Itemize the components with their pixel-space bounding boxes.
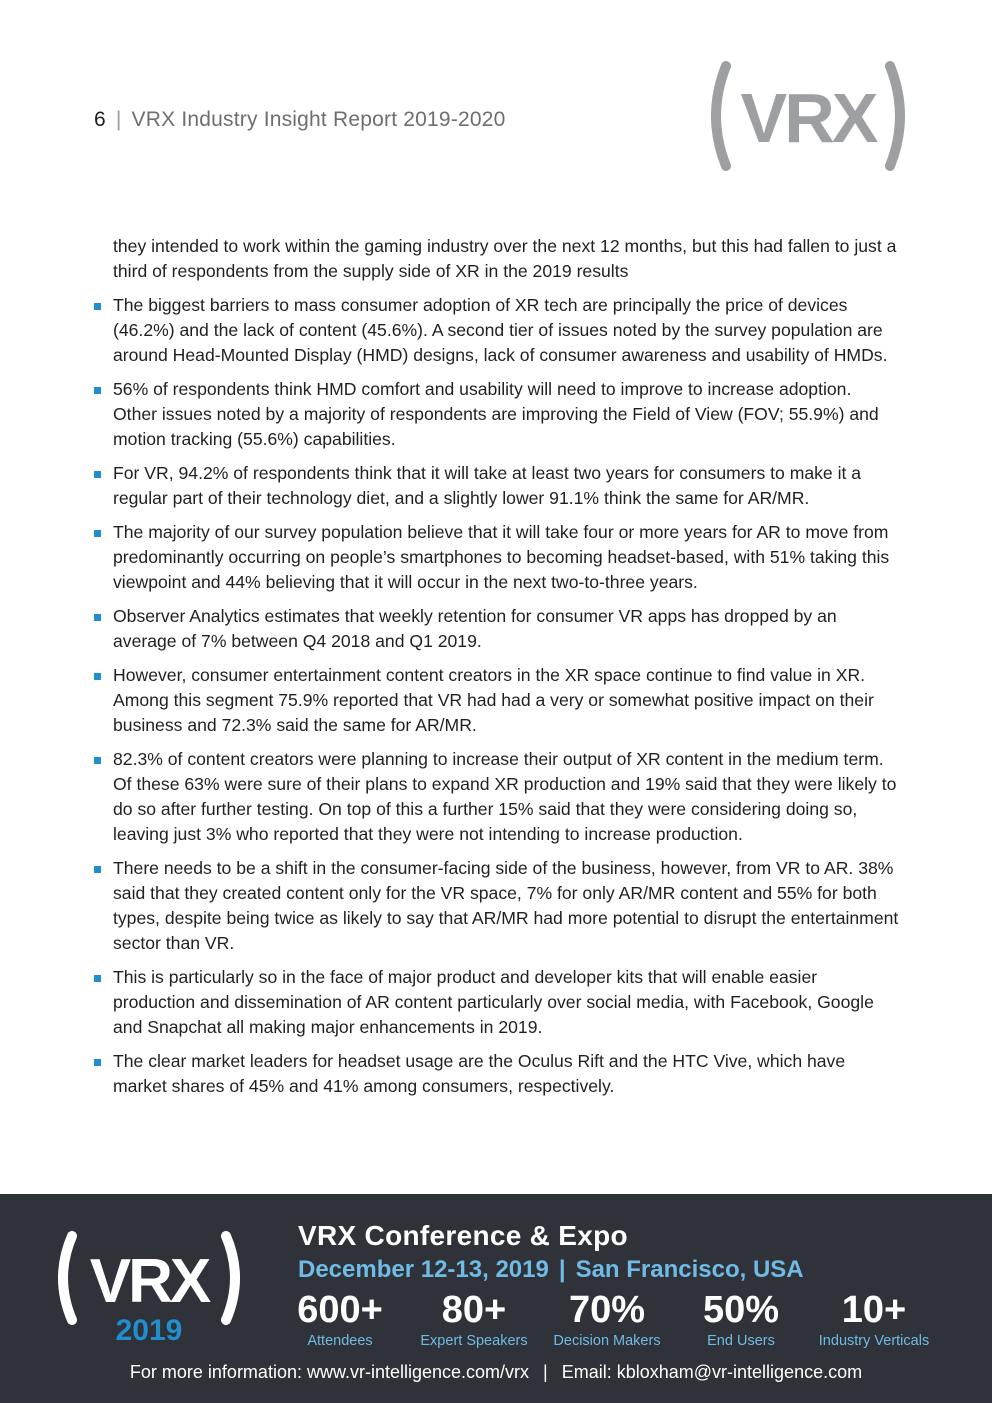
logo-text: VRX bbox=[740, 79, 876, 157]
website-link[interactable]: For more information: www.vr-intelligence.com/vrx bbox=[129, 1362, 530, 1382]
bullet-text: This is particularly so in the face of major product and developer kits that will enable easier production and dissemination of AR content particularly over social media, with Facebook, Google and Snapchat all making major enhancements in 2019. bbox=[113, 967, 874, 1037]
stat-value: 80+ bbox=[441, 1289, 507, 1331]
bullet-text: For VR, 94.2% of respondents think that it will take at least two years for consumers to make it a regular part of their technology diet, and a slightly lower 91.1% think the same for AR/MR. bbox=[113, 463, 862, 508]
bullet-list bbox=[94, 293, 900, 1099]
conference-location: San Francisco, USA bbox=[575, 1256, 804, 1283]
page-header bbox=[94, 108, 506, 132]
vrx-logo-header bbox=[702, 60, 914, 172]
bullet-square-icon bbox=[94, 975, 101, 982]
stat-label: Decision Makers bbox=[553, 1333, 661, 1349]
list-item bbox=[94, 604, 900, 654]
contact-info bbox=[0, 1362, 992, 1383]
bullet-text: Observer Analytics estimates that weekly retention for consumer VR apps has dropped by an average of 7% between Q4 2018 and Q1 2019. bbox=[113, 606, 837, 651]
stat-label: Industry Verticals bbox=[818, 1333, 930, 1349]
stat-label: Attendees bbox=[307, 1333, 373, 1349]
bullet-square-icon bbox=[94, 387, 101, 394]
logo-text: VRX bbox=[89, 1247, 209, 1316]
logo-right-bracket bbox=[226, 1236, 235, 1320]
stat-industry-verticals bbox=[808, 1288, 940, 1350]
stat-label: Expert Speakers bbox=[420, 1333, 528, 1349]
header-separator: | bbox=[115, 108, 122, 131]
conference-date-location bbox=[298, 1256, 804, 1284]
bullet-square-icon bbox=[94, 303, 101, 310]
list-item bbox=[94, 377, 900, 452]
report-title: VRX Industry Insight Report 2019-2020 bbox=[131, 108, 506, 131]
list-item bbox=[94, 1049, 900, 1099]
info-separator: | bbox=[543, 1362, 548, 1382]
list-item bbox=[94, 293, 900, 368]
bullet-square-icon bbox=[94, 614, 101, 621]
conference-banner bbox=[0, 1194, 992, 1403]
bullet-text: However, consumer entertainment content creators in the XR space continue to find value in XR. Among this segment 75.9% reported that VR had had a very or somewhat positive impact on their business and 72.3% said the same for AR/MR. bbox=[113, 665, 874, 735]
bullet-text: The biggest barriers to mass consumer adoption of XR tech are principally the price of devices (46.2%) and the lack of content (45.6%). A second tier of issues noted by the survey population are around Head-Mounted Display (HMD) designs, lack of consumer awareness and usability of HMDs. bbox=[113, 295, 888, 365]
lead-paragraph: they intended to work within the gaming industry over the next 12 months, but this had fallen to just a third of respondents from the supply side of XR in the 2019 results bbox=[113, 236, 897, 281]
bullet-square-icon bbox=[94, 866, 101, 873]
bullet-square-icon bbox=[94, 673, 101, 680]
bullet-text: 56% of respondents think HMD comfort and usability will need to improve to increase adoption. Other issues noted by a majority of respondents are improving the Field of View (FOV; 55.9%) and motion tracking (55.6%) capabilities. bbox=[113, 379, 879, 449]
list-item bbox=[94, 461, 900, 511]
list-item bbox=[94, 747, 900, 847]
bullet-text: 82.3% of content creators were planning to increase their output of XR content in the medium term. Of these 63% were sure of their plans to expand XR production and 19% said that they were likely to do so after further testing. On top of this a further 15% said that they were considering doing so, leaving just 3% who reported that they were not intending to increase production. bbox=[113, 749, 897, 844]
list-item bbox=[94, 520, 900, 595]
bullet-square-icon bbox=[94, 1059, 101, 1066]
date-separator: | bbox=[558, 1256, 566, 1283]
logo-left-bracket bbox=[716, 66, 726, 166]
conference-date: December 12-13, 2019 bbox=[298, 1256, 549, 1283]
bullet-text: The majority of our survey population believe that it will take four or more years for AR to move from predominantly occurring on people’s smartphones to becoming headset-based, with 51% taking this viewpoint and 44% believing that it will occur in the next two-to-three years. bbox=[113, 522, 890, 592]
list-item bbox=[94, 856, 900, 956]
logo-year: 2019 bbox=[115, 1314, 183, 1347]
stat-attendees bbox=[284, 1288, 396, 1350]
bullet-text: There needs to be a shift in the consumer-facing side of the business, however, from VR to AR. 38% said that they created content only for the VR space, 7% for only AR/MR content and 55% for both types, despite being twice as likely to say that AR/MR had more potential to disrupt the entertainment sector than VR. bbox=[113, 858, 899, 953]
bullet-text: The clear market leaders for headset usage are the Oculus Rift and the HTC Vive, which have market shares of 45% and 41% among consumers, respectively. bbox=[113, 1051, 846, 1096]
logo-left-bracket bbox=[63, 1236, 72, 1320]
page-number: 6 bbox=[94, 108, 106, 131]
body-content bbox=[94, 234, 900, 1099]
list-item bbox=[94, 965, 900, 1040]
stat-value: 600+ bbox=[297, 1289, 383, 1331]
stat-label: End Users bbox=[707, 1333, 775, 1349]
stat-decision-makers bbox=[543, 1288, 671, 1350]
vrx-2019-logo bbox=[50, 1230, 248, 1348]
email-link[interactable]: Email: kbloxham@vr-intelligence.com bbox=[561, 1362, 863, 1382]
stat-end-users bbox=[684, 1288, 798, 1350]
stat-value: 70% bbox=[568, 1289, 646, 1331]
stat-speakers bbox=[410, 1288, 538, 1350]
bullet-square-icon bbox=[94, 530, 101, 537]
logo-right-bracket bbox=[890, 66, 900, 166]
bullet-square-icon bbox=[94, 471, 101, 478]
stat-value: 50% bbox=[702, 1289, 780, 1331]
conference-title: VRX Conference & Expo bbox=[298, 1220, 628, 1251]
list-item bbox=[94, 663, 900, 738]
bullet-square-icon bbox=[94, 757, 101, 764]
stat-value: 10+ bbox=[841, 1289, 907, 1331]
